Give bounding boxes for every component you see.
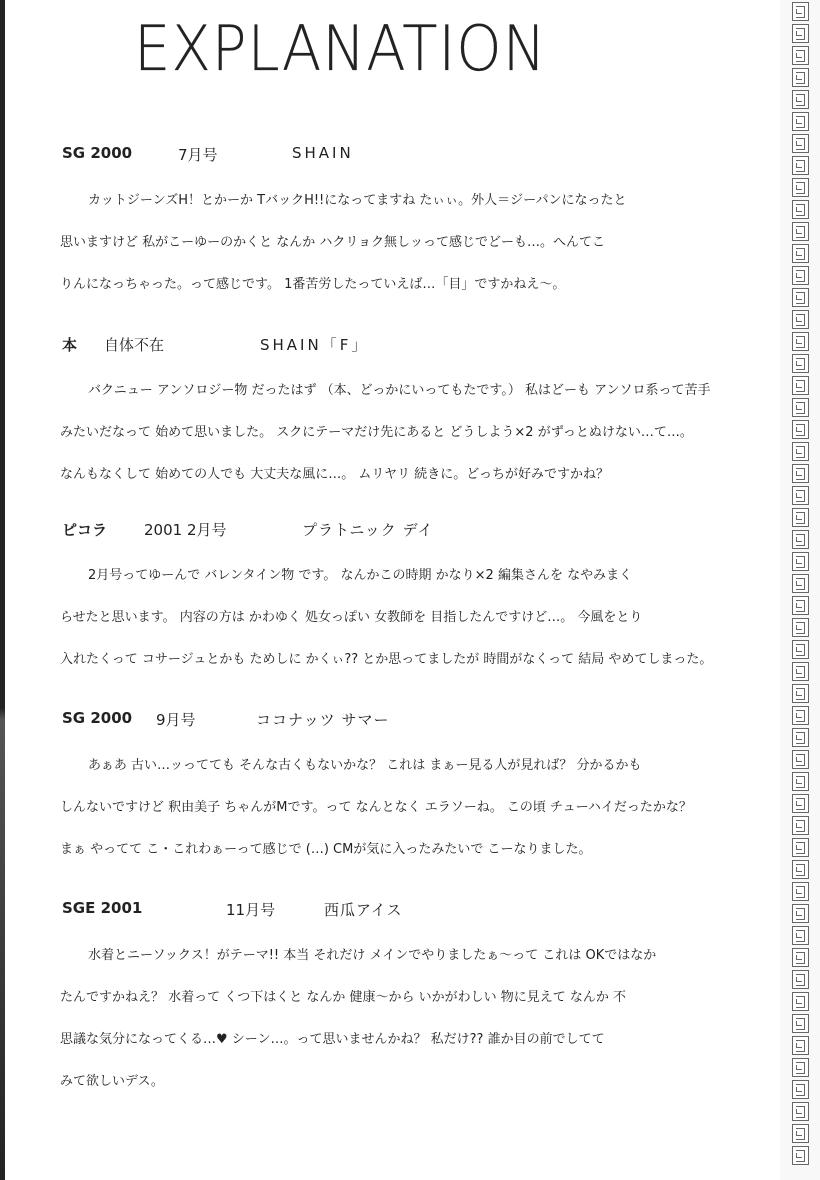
section-line: 入れたくって コサージュとかも ためしに かくぃ?? とか思ってましたが 時間がなくって 結局 やめてしまった。 [60,652,713,667]
section-issue: ピコラ [62,521,108,539]
greek-key-tile [792,266,809,285]
greek-key-tile [792,376,809,395]
greek-key-tile [792,882,809,901]
greek-key-tile [792,134,809,153]
section-month: 9月号 [156,711,196,729]
section-shain-f [60,330,760,496]
section-issue: SG 2000 [62,709,133,727]
greek-key-tile [792,1080,809,1099]
section-header [60,140,760,170]
greek-key-tile [792,1102,809,1121]
section-line: 思議な気分になってくる…♥ シーン…。って思いませんかね？ 私だけ?? 誰か目の前でしてて [60,1032,605,1047]
section-work-title: 西瓜アイス [324,901,403,919]
greek-key-tile [792,398,809,417]
section-month: 11月号 [226,901,276,919]
greek-key-tile [792,1124,809,1143]
section-work-title: SHAIN [292,144,354,162]
section-line: みたいだなって 始めて思いました。 スクにテーマだけ先にあると どうしよう×2 がずっとぬけない…て…。 [60,425,693,440]
section-line: あぁあ 古い…ッってても そんな古くもないかな？ これは まぁー見る人が見れば？ 分かるかも [88,758,642,773]
greek-key-border [780,0,820,1180]
section-line: まぁ やってて こ・これわぁーって感じで (…) CMが気に入ったみたいで こーなりました。 [60,842,592,857]
greek-key-tile [792,640,809,659]
greek-key-tile [792,728,809,747]
greek-key-tile [792,772,809,791]
section-coconut-summer [60,705,760,871]
section-line: バクニュー アンソロジー物 だったはず （本、どっかにいってもたです。） 私はどーも アンソロ系って苦手 [88,383,711,398]
greek-key-tile [792,750,809,769]
greek-key-tile [792,508,809,527]
page-left-edge [0,0,5,1180]
greek-key-tile [792,816,809,835]
greek-key-tile [792,662,809,681]
greek-key-tile [792,1014,809,1033]
section-line: なんもなくして 始めての人でも 大丈夫な風に…。 ムリヤリ 続きに。どっちが好みですかね？ [60,467,610,482]
greek-key-tile [792,794,809,813]
greek-key-tile [792,860,809,879]
section-line: 思いますけど 私がこーゆーのかくと なんか ハクリョク無しッって感じでどーも…。へんてこ [60,235,606,250]
page-title: EXPLANATION [134,12,547,85]
section-work-title: プラトニック デイ [302,521,434,539]
section-issue: SG 2000 [62,144,133,162]
greek-key-tile [792,486,809,505]
greek-key-tile [792,420,809,439]
section-issue: SGE 2001 [62,899,143,917]
greek-key-tile [792,596,809,615]
greek-key-tile [792,442,809,461]
greek-key-tile [792,24,809,43]
section-header [60,515,760,545]
greek-key-tile [792,464,809,483]
section-line: カットジーンズH！とかーか TバックH!!になってますね たぃぃ。外人＝ジーパンになったと [88,193,627,208]
greek-key-tile [792,1036,809,1055]
section-month: 自体不在 [104,336,165,354]
section-body [60,745,760,871]
greek-key-tile [792,1058,809,1077]
section-issue: 本 [62,336,78,354]
greek-key-tile [792,706,809,725]
greek-key-tile [792,838,809,857]
section-header [60,705,760,735]
section-watermelon-ice [60,895,760,1103]
greek-key-tile [792,354,809,373]
section-month: 7月号 [178,146,218,164]
section-line: たんですかねえ？ 水着って くつ下はくと なんか 健康～から いかがわしい 物に見えて なんか 不 [60,990,627,1005]
greek-key-tile [792,288,809,307]
section-body [60,180,760,306]
greek-key-tile [792,574,809,593]
section-line: 水着とニーソックス！がテーマ!! 本当 それだけ メインでやりましたぁ～って これは OKではなか [88,948,657,963]
greek-key-tile [792,222,809,241]
section-header [60,895,760,925]
greek-key-tile [792,530,809,549]
greek-key-tile [792,112,809,131]
greek-key-tile [792,552,809,571]
section-line: しんないですけど 釈由美子 ちゃんがMです。って なんとなく エラソーね。 この頃 チューハイだったかな？ [60,800,692,815]
section-body [60,370,760,496]
greek-key-tile [792,618,809,637]
section-line: みて欲しいデス。 [60,1074,164,1089]
greek-key-tile [792,178,809,197]
greek-key-tile [792,68,809,87]
section-shain [60,140,760,306]
section-header [60,330,760,360]
greek-key-tile [792,684,809,703]
greek-key-tile [792,156,809,175]
greek-key-tile [792,310,809,329]
section-body [60,935,760,1103]
greek-key-tile [792,992,809,1011]
section-line: らせたと思います。 内容の方は かわゆく 処女っぽい 女教師を 目指したんですけど…。 今風をとり [60,610,643,625]
section-month: 2001 2月号 [144,521,227,539]
section-work-title: SHAIN「F」 [260,336,370,354]
greek-key-tile [792,200,809,219]
greek-key-tile [792,970,809,989]
greek-key-tile [792,948,809,967]
greek-key-tile [792,1146,809,1165]
greek-key-tile [792,904,809,923]
greek-key-tile [792,46,809,65]
section-line: 2月号ってゆーんで バレンタイン物 です。 なんかこの時期 かなり×2 編集さんを なやみまく [88,568,633,583]
greek-key-tile [792,244,809,263]
section-body [60,555,760,681]
greek-key-tile [792,2,809,21]
greek-key-tile [792,332,809,351]
section-platonic-day [60,515,760,681]
section-work-title: ココナッツ サマー [256,711,390,729]
greek-key-tile [792,926,809,945]
greek-key-tile [792,90,809,109]
section-line: りんになっちゃった。って感じです。 1番苦労したっていえば…「目」ですかねえ～。 [60,277,566,292]
